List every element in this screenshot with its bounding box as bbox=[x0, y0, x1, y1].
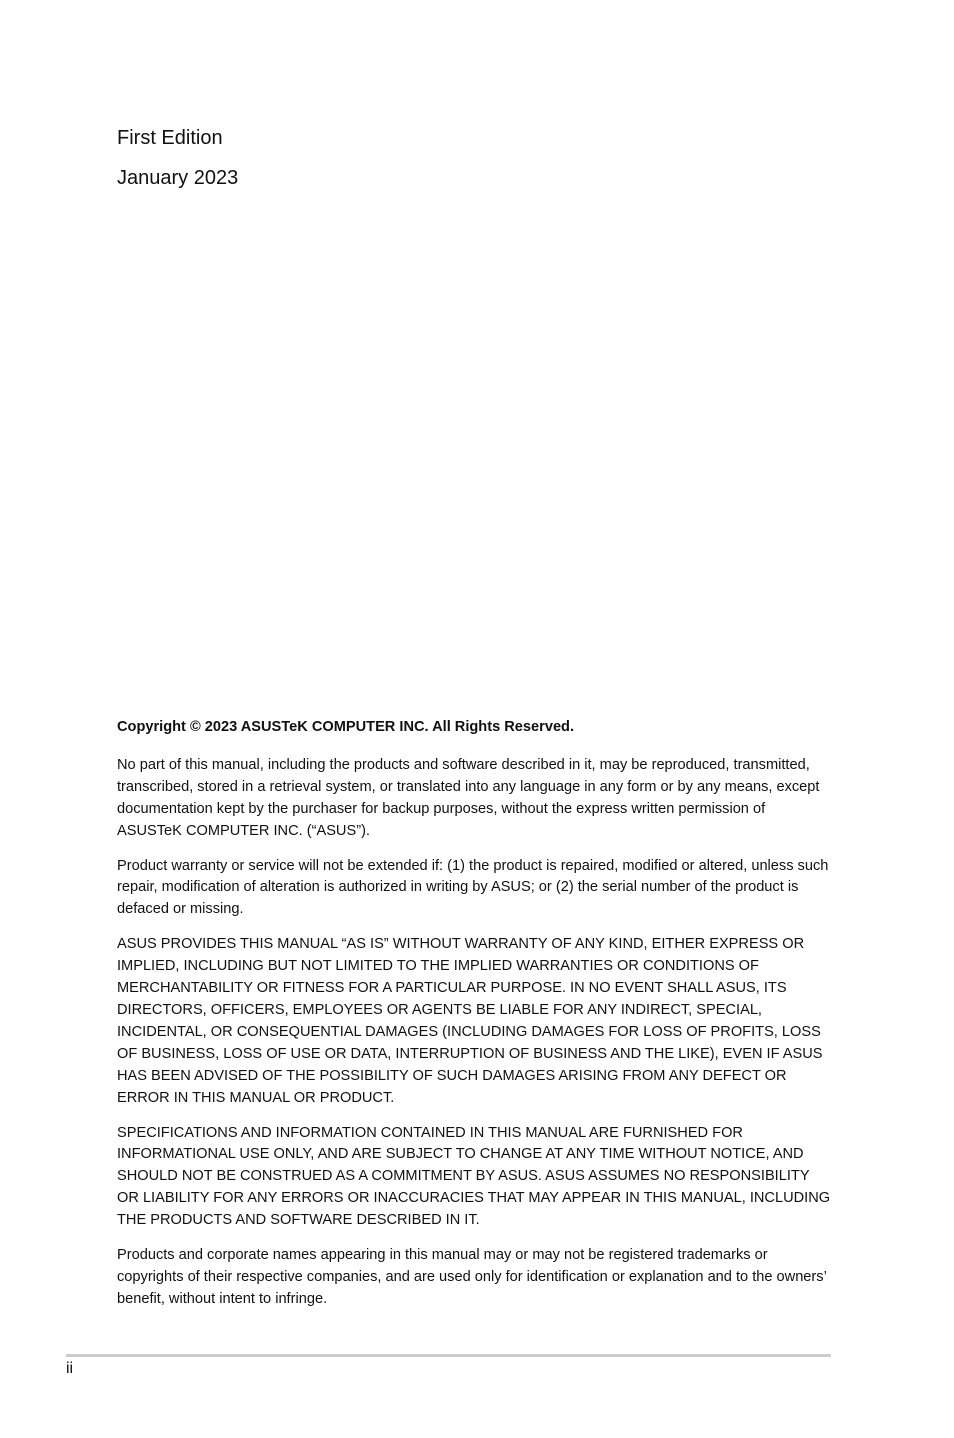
warranty-notice-paragraph: Product warranty or service will not be extended if: (1) the product is repaired, modified or altered, unless such repair, modification of alteration is authorized in writing by ASUS; or (2) the serial number of the product is defaced or missing. bbox=[117, 857, 829, 918]
copyright-statement: Copyright © 2023 ASUSTeK COMPUTER INC. All Rights Reserved. bbox=[117, 719, 575, 735]
footer-divider bbox=[66, 1354, 831, 1357]
specifications-notice-paragraph: SPECIFICATIONS AND INFORMATION CONTAINED IN THIS MANUAL ARE FURNISHED FOR INFORMATIONAL USE ONLY, AND ARE SUBJECT TO CHANGE AT ANY TIME WITHOUT NOTICE, AND SHOULD NOT BE CONSTRUED AS A COMMITMENT BY ASUS. ASUS ASSUMES NO RESPONSIBILITY OR LIABILITY FOR ANY ERRORS OR INACCURACIES THAT MAY APPEAR IN THIS MANUAL, INCLUDING THE PRODUCTS AND SOFTWARE DESCRIBED IN IT. bbox=[117, 1124, 831, 1229]
page-number: ii bbox=[66, 1360, 74, 1377]
edition-label: First Edition bbox=[117, 127, 223, 149]
edition-date: January 2023 bbox=[117, 167, 239, 189]
legal-notice bbox=[117, 717, 833, 1324]
reproduction-notice-paragraph: No part of this manual, including the products and software described in it, may be reproduced, transmitted, transcribed, stored in a retrieval system, or translated into any language in any form or by any means, except documentation kept by the purchaser for backup purposes, without the express written permission of ASUSTeK COMPUTER INC. (“ASUS”). bbox=[117, 756, 820, 839]
trademark-notice-paragraph: Products and corporate names appearing in this manual may or may not be registered trademarks or copyrights of their respective companies, and are used only for identification or explanation and to the owners’ benefit, without intent to infringe. bbox=[117, 1247, 827, 1307]
disclaimer-paragraph: ASUS PROVIDES THIS MANUAL “AS IS” WITHOUT WARRANTY OF ANY KIND, EITHER EXPRESS OR IMPLIED, INCLUDING BUT NOT LIMITED TO THE IMPLIED WARRANTIES OR CONDITIONS OF MERCHANTABILITY OR FITNESS FOR A PARTICULAR PURPOSE. IN NO EVENT SHALL ASUS, ITS DIRECTORS, OFFICERS, EMPLOYEES OR AGENTS BE LIABLE FOR ANY INDIRECT, SPECIAL, INCIDENTAL, OR CONSEQUENTIAL DAMAGES (INCLUDING DAMAGES FOR LOSS OF PROFITS, LOSS OF BUSINESS, LOSS OF USE OR DATA, INTERRUPTION OF BUSINESS AND THE LIKE), EVEN IF ASUS HAS BEEN ADVISED OF THE POSSIBILITY OF SUCH DAMAGES ARISING FROM ANY DEFECT OR ERROR IN THIS MANUAL OR PRODUCT. bbox=[117, 936, 823, 1106]
